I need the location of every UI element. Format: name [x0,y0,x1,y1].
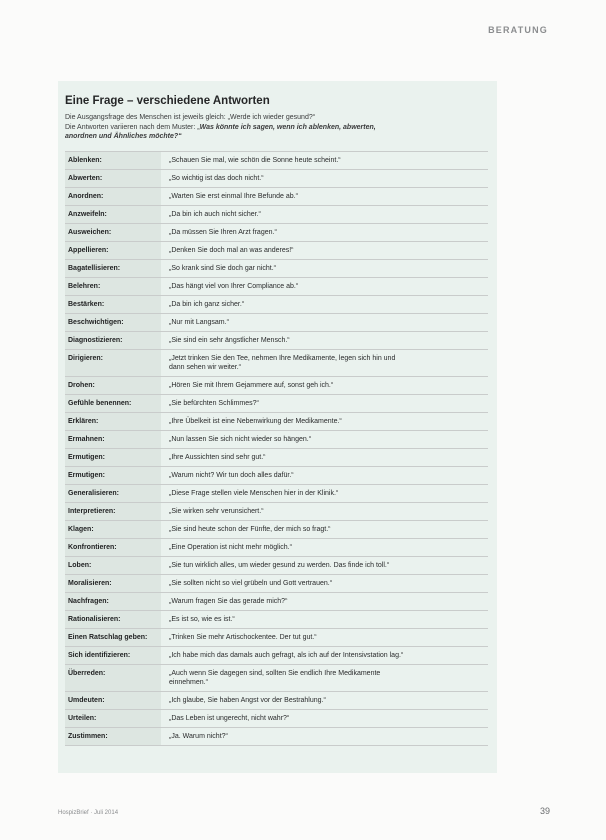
intro-line-2a: Die Antworten variieren nach dem Muster: „ [65,123,200,131]
row-term: Sich identifizieren: [65,647,161,664]
row-quote [161,629,488,642]
box-title: Eine Frage – verschiedene Antworten [65,95,270,107]
row-quote-line: „Ich glaube, Sie haben Angst vor der Bestrahlung.“ [169,696,326,704]
row-term: Diagnostizieren: [65,332,161,349]
row-quote-line: einnehmen.“ [169,678,208,686]
row-quote-line: „Ihre Übelkeit ist eine Nebenwirkung der Medikamente.“ [169,417,342,425]
row-quote-line: „Warten Sie erst einmal Ihre Befunde ab.“ [169,192,298,200]
row-quote [161,728,488,741]
row-term: Klagen: [65,521,161,538]
row-term: Erklären: [65,413,161,430]
row-quote-line: „Sie sind heute schon der Fünfte, der mich so fragt.“ [169,525,331,533]
intro-line-2b: Was könnte ich sagen, wenn ich ablenken, abwerten, [199,123,376,131]
row-term: Zustimmen: [65,728,161,745]
row-term: Dirigieren: [65,350,161,376]
row-quote-line: „Sie sind ein sehr ängstlicher Mensch.“ [169,336,290,344]
row-term: Ablenken: [65,152,161,169]
row-quote-line: „Sie tun wirklich alles, um wieder gesund zu werden. Das finde ich toll.“ [169,561,390,569]
table-row [65,430,488,448]
section-label: BERATUNG [488,25,548,35]
table-row [65,466,488,484]
row-quote [161,431,488,444]
row-quote [161,224,488,237]
row-term: Anordnen: [65,188,161,205]
row-term: Moralisieren: [65,575,161,592]
table-row [65,574,488,592]
row-quote-line: „Schauen Sie mal, wie schön die Sonne heute scheint.“ [169,156,341,164]
table-row [65,592,488,610]
table-row [65,520,488,538]
table-row [65,259,488,277]
row-term: Anzweifeln: [65,206,161,223]
row-quote [161,539,488,552]
table-row [65,628,488,646]
row-term: Umdeuten: [65,692,161,709]
row-term: Ermahnen: [65,431,161,448]
intro-line-1: Die Ausgangsfrage des Menschen ist jeweils gleich: „Werde ich wieder gesund?“ [65,114,316,121]
row-term: Drohen: [65,377,161,394]
row-term: Konfrontieren: [65,539,161,556]
row-quote [161,332,488,345]
row-term: Nachfragen: [65,593,161,610]
response-table [65,151,488,746]
table-row [65,241,488,259]
table-row [65,484,488,502]
row-quote [161,467,488,480]
row-quote [161,692,488,705]
table-row [65,727,488,746]
table-row [65,394,488,412]
row-quote-line: „Nur mit Langsam.“ [169,318,229,326]
row-quote [161,242,488,255]
row-quote [161,710,488,723]
row-quote [161,170,488,183]
row-term: Ermutigen: [65,449,161,466]
row-quote [161,296,488,309]
row-quote-line: „Auch wenn Sie dagegen sind, sollten Sie endlich Ihre Medikamente [169,669,381,677]
table-row [65,295,488,313]
row-term: Bagatellisieren: [65,260,161,277]
row-quote-line: „Sie befürchten Schlimmes?“ [169,399,259,407]
row-term: Abwerten: [65,170,161,187]
row-quote-line: „Es ist so, wie es ist.“ [169,615,235,623]
table-row [65,187,488,205]
table-row [65,538,488,556]
row-quote [161,188,488,201]
table-row [65,376,488,394]
row-term: Generalisieren: [65,485,161,502]
intro-line-3-text: anordnen und Ähnliches möchte?“ [65,133,182,140]
table-row [65,331,488,349]
table-row [65,277,488,295]
row-quote-line: „Warum nicht? Wir tun doch alles dafür.“ [169,471,294,479]
row-quote [161,206,488,219]
row-term: Gefühle benennen: [65,395,161,412]
row-quote-line: „Ihre Aussichten sind sehr gut.“ [169,453,266,461]
row-quote [161,395,488,408]
row-quote-line: „So wichtig ist das doch nicht.“ [169,174,264,182]
row-quote-line: „Sie sollten nicht so viel grübeln und Gott vertrauen.“ [169,579,333,587]
row-quote-line: „Ich habe mich das damals auch gefragt, als ich auf der Intensivstation lag.“ [169,651,404,659]
row-term: Beschwichtigen: [65,314,161,331]
footer-publication: HospizBrief · Juli 2014 [58,810,119,816]
row-quote [161,485,488,498]
row-quote-line: „Trinken Sie mehr Artischockentee. Der tut gut.“ [169,633,317,641]
row-quote-line: „Das hängt viel von Ihrer Compliance ab.“ [169,282,299,290]
row-term: Einen Ratschlag geben: [65,629,161,646]
row-quote-line: „Jetzt trinken Sie den Tee, nehmen Ihre Medikamente, legen sich hin und [169,354,396,362]
table-row [65,502,488,520]
page-number: 39 [539,806,550,816]
row-term: Urteilen: [65,710,161,727]
table-row [65,223,488,241]
intro-line-2 [65,123,488,133]
row-quote [161,350,488,372]
row-term: Ausweichen: [65,224,161,241]
row-quote-line: „Denken Sie doch mal an was anderes!“ [169,246,294,254]
table-row [65,556,488,574]
row-term: Ermutigen: [65,467,161,484]
table-row [65,610,488,628]
table-row [65,205,488,223]
row-quote [161,152,488,165]
info-box [58,81,497,773]
row-quote [161,593,488,606]
row-quote [161,665,488,687]
row-term: Loben: [65,557,161,574]
table-row [65,709,488,727]
table-row [65,151,488,169]
box-intro [65,113,488,142]
row-quote-line: „Diese Frage stellen viele Menschen hier in der Klinik.“ [169,489,339,497]
row-term: Appellieren: [65,242,161,259]
row-term: Rationalisieren: [65,611,161,628]
table-row [65,349,488,376]
row-quote [161,557,488,570]
row-quote-line: „Hören Sie mit Ihrem Gejammere auf, sonst geh ich.“ [169,381,334,389]
row-quote-line: „So krank sind Sie doch gar nicht.“ [169,264,276,272]
table-row [65,412,488,430]
table-row [65,691,488,709]
row-quote-line: „Nun lassen Sie sich nicht wieder so hängen.“ [169,435,312,443]
table-row [65,313,488,331]
row-term: Bestärken: [65,296,161,313]
row-quote [161,611,488,624]
row-quote-line: dann sehen wir weiter.“ [169,363,241,371]
row-quote-line: „Da bin ich ganz sicher.“ [169,300,245,308]
row-term: Interpretieren: [65,503,161,520]
row-quote [161,503,488,516]
row-quote-line: „Da bin ich auch nicht sicher.“ [169,210,261,218]
row-quote [161,314,488,327]
row-quote [161,278,488,291]
row-quote-line: „Sie wirken sehr verunsichert.“ [169,507,264,515]
row-quote-line: „Ja. Warum nicht?“ [169,732,228,740]
row-term: Überreden: [65,665,161,691]
row-quote-line: „Eine Operation ist nicht mehr möglich.“ [169,543,292,551]
row-quote-line: „Da müssen Sie Ihren Arzt fragen.“ [169,228,277,236]
row-quote [161,449,488,462]
row-quote [161,377,488,390]
row-quote-line: „Das Leben ist ungerecht, nicht wahr?“ [169,714,290,722]
table-row [65,448,488,466]
row-quote-line: „Warum fragen Sie das gerade mich?“ [169,597,288,605]
row-quote [161,647,488,660]
intro-line-3 [65,132,488,142]
row-quote [161,413,488,426]
table-row [65,169,488,187]
table-row [65,646,488,664]
row-quote [161,575,488,588]
row-quote [161,521,488,534]
row-term: Belehren: [65,278,161,295]
table-row [65,664,488,691]
row-quote [161,260,488,273]
